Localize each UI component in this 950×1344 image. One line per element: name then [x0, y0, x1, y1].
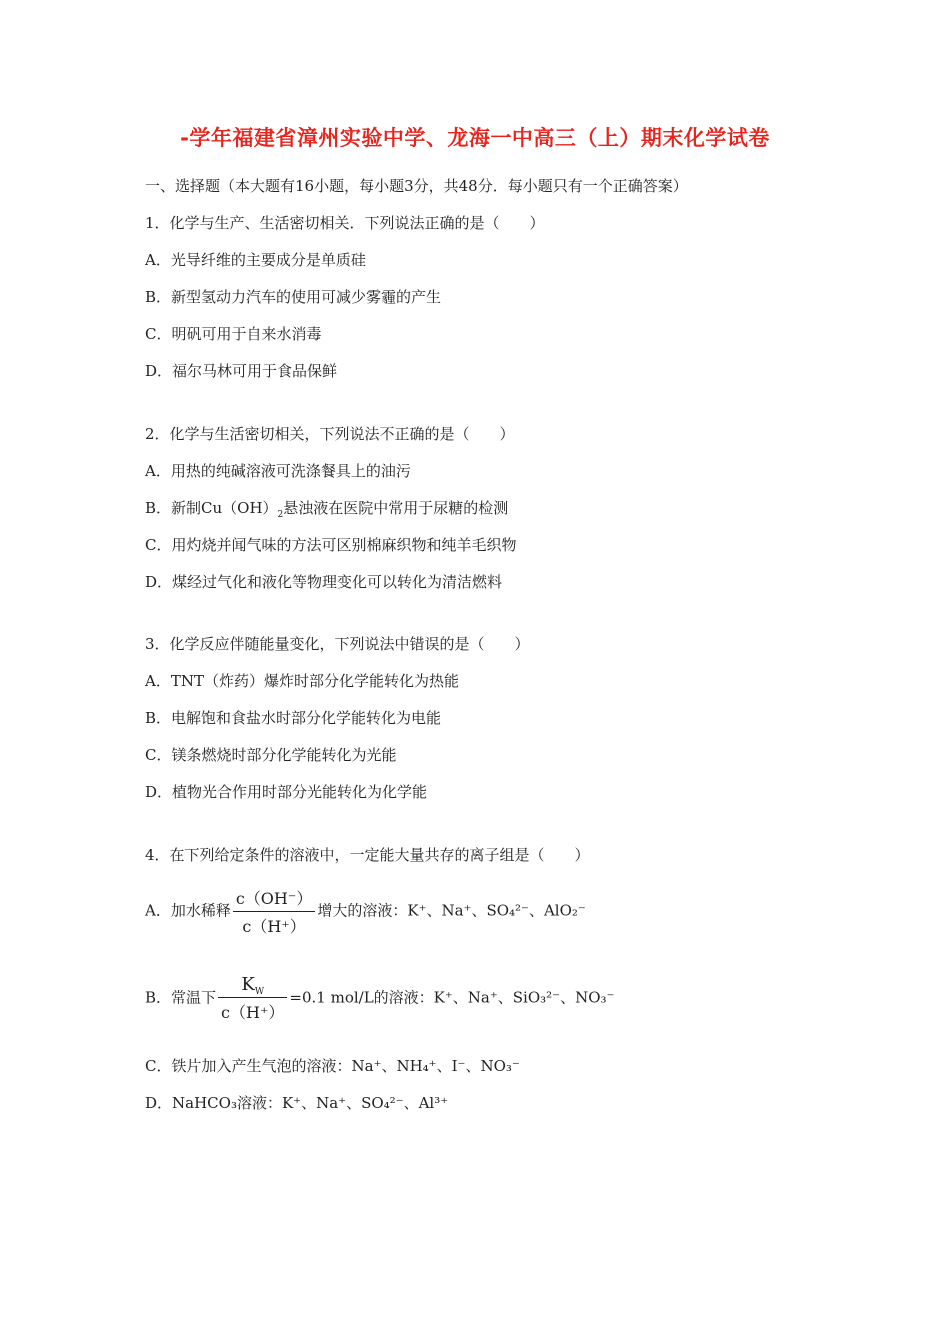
q3-option-d: D．植物光合作用时部分光能转化为化学能	[145, 783, 428, 801]
q4-option-b-post: =0.1 mol/L的溶液：K⁺、Na⁺、SiO₃²⁻、NO₃⁻	[289, 988, 615, 1007]
document-title: -学年福建省漳州实验中学、龙海一中高三（上）期末化学试卷	[180, 126, 770, 150]
q2-option-c: C．用灼烧并闻气味的方法可区别棉麻织物和纯羊毛织物	[145, 536, 517, 554]
q4-option-b-pre: B．常温下	[145, 988, 217, 1007]
q4-stem: 4．在下列给定条件的溶液中，一定能大量共存的离子组是（ ）	[145, 846, 590, 864]
q4-option-a-fraction	[233, 886, 315, 937]
q4-option-b-denominator: c（H⁺）	[221, 1003, 285, 1022]
section-heading: 一、选择题（本大题有16小题，每小题3分，共48分．每小题只有一个正确答案）	[145, 177, 688, 195]
q2-option-b-post: 悬浊液在医院中常用于尿糖的检测	[283, 499, 509, 517]
q4-option-a-post: 增大的溶液：K⁺、Na⁺、SO₄²⁻、AlO₂⁻	[317, 901, 586, 920]
q3-option-c: C．镁条燃烧时部分化学能转化为光能	[145, 746, 397, 764]
q4-option-b-numerator	[218, 974, 287, 998]
q1-stem: 1．化学与生产、生活密切相关．下列说法正确的是（ ）	[145, 214, 545, 232]
q1-option-d: D．福尔马林可用于食品保鲜	[145, 362, 338, 380]
q2-option-b-sub: 2	[277, 510, 284, 520]
q4-option-b-k-sub: W	[254, 987, 265, 998]
q1-option-b: B．新型氢动力汽车的使用可减少雾霾的产生	[145, 288, 442, 306]
q1-option-a: A．光导纤维的主要成分是单质硅	[145, 251, 366, 269]
q4-option-a-denominator: c（H⁺）	[242, 917, 306, 936]
q4-option-a-numerator: c（OH⁻）	[233, 886, 315, 912]
q4-option-b-fraction	[218, 974, 287, 1023]
q4-option-a-pre: A．加水稀释	[145, 901, 231, 920]
q1-option-c: C．明矾可用于自来水消毒	[145, 325, 322, 343]
q2-option-b-pre: B．新制Cu（OH）	[145, 499, 278, 517]
q2-option-d: D．煤经过气化和液化等物理变化可以转化为清洁燃料	[145, 573, 503, 591]
q3-option-a: A．TNT（炸药）爆炸时部分化学能转化为热能	[145, 672, 459, 690]
q4-option-b-k: K	[241, 974, 255, 995]
q2-option-b	[145, 498, 508, 518]
q4-option-d: D．NaHCO₃溶液：K⁺、Na⁺、SO₄²⁻、Al³⁺	[145, 1094, 449, 1112]
q3-option-b: B．电解饱和食盐水时部分化学能转化为电能	[145, 709, 442, 727]
q3-stem: 3．化学反应伴随能量变化，下列说法中错误的是（ ）	[145, 635, 530, 653]
q4-option-b	[145, 974, 614, 1023]
q2-stem: 2．化学与生活密切相关，下列说法不正确的是（ ）	[145, 425, 515, 443]
q2-option-a: A．用热的纯碱溶液可洗涤餐具上的油污	[145, 462, 411, 480]
q4-option-a	[145, 886, 586, 937]
q4-option-c: C．铁片加入产生气泡的溶液：Na⁺、NH₄⁺、I⁻、NO₃⁻	[145, 1057, 520, 1075]
